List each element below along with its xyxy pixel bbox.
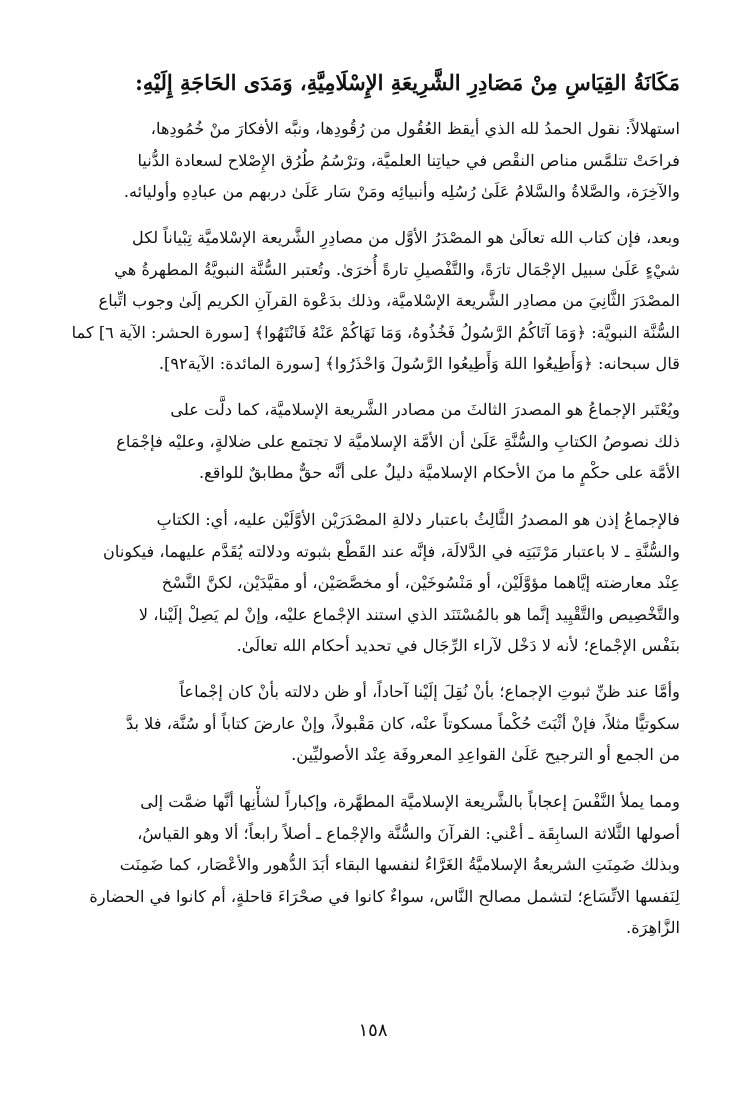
text-line: وبذلك ضَمِنَتِ الشريعةُ الإسلاميَّةُ الغَرَّاءُ لنفسها البقاء أبَدَ الدُّهور والأعْصَار، كما ضَمِنَت <box>119 855 680 874</box>
text-line: قال سبحانه: ﴿وَأَطِيعُوا اللهَ وَأَطِيعُوا الرَّسُولَ وَاحْذَرُوا﴾ [سورة المائدة: الآية٩٢]. <box>158 354 680 373</box>
paragraph-zann <box>70 676 680 771</box>
text-line: فراحَتْ تتلمَّس مناص النقْص في حياتِنا العلميَّة، وترْسُمُ طُرُق الإِصْلاح لسعادة الدُّنيا <box>137 150 680 170</box>
text-line: والسُّنَّةِ ـ لا باعتبار مَرْتَبَتِه في الدَّلالَة، فإنَّه عند القَطْع بثبوته ودلالته يُقَدَّم عليهما، فيكونان <box>103 541 680 561</box>
text-line: وأمَّا عند ظنِّ ثبوتِ الإجماع؛ بأنْ نُقِلَ إلَيْنا آحاداً، أو ظن دلالته بأنْ كان إجْماعاً <box>179 682 680 701</box>
text-line: فالإجماعُ إذن هو المصدرُ الثَّالِثُ باعتبار دلالةِ المصْدَرَيْن الأوَّلَيْن عليه، أي: الكتابِ <box>156 510 680 529</box>
text-line: عِنْد معارضته إيَّاهما مؤوَّلَيْن، أو مَنْسُوخَيْن، أو مخصَّصَيْن، أو مقيَّدَيْن، لكنَّ النَّسْخ <box>161 573 680 592</box>
text-line: استهلالاً: نقول الحمدُ لله الذي أيقظ العُقُول من رُقُودِها، ونبَّه الأفكارَ منْ خُمُودِها، <box>150 119 680 138</box>
text-line: من الجمع أو الترجيح عَلَىٰ القواعِدِ المعروفَة عِنْد الأصوليِّين. <box>291 745 680 764</box>
text-line: ومما يملأ النَّفْسَ إعجاباً بالشَّريعة الإسلاميَّة المطهَّرة، وإكباراً لشأْنِها أنَّها ضمَّت إلى <box>140 792 680 811</box>
section-heading: مَكَانَةُ القِيَاسِ مِنْ مَصَادِرِ الشَّرِيعَةِ الإِسْلَامِيَّةِ، وَمَدَى الحَاجَةِ إِلَيْهِ: <box>135 70 680 95</box>
text-line: وبعد، فإن كتاب الله تعالَىٰ هو المصْدَرُ الأوَّل من مصادِرِ الشَّريعة الإسْلاميَّة تِبْياناً لكل <box>132 228 680 247</box>
text-line: شيْءٍ عَلَىٰ سبيل الإجْمَال تارَةً، والتَّفْصيلِ تارةً أُخرَىٰ. وتُعتبر السُّنَّة النبويَّةُ المطهرةُ هي <box>114 259 680 279</box>
paragraph-ijma-rank <box>70 504 680 662</box>
text-line: ذلك نصوصُ الكتابِ والسُّنَّةِ عَلَىٰ أن الأمَّة الإسلاميَّة لا تجتمع على ضلالةٍ، وعليْه فإجْمَاع <box>116 431 680 451</box>
text-line: الأمَّة على حكْمٍ ما منَ الأحكام الإسلاميَّة دليلٌ على أنَّه حقٌّ مطابقٌ للواقع. <box>199 463 680 482</box>
text-line: والآخِرَة، والصَّلاةُ والسَّلامُ عَلَىٰ رُسُلِه وأنبيائِه ومَنْ سَار عَلَىٰ دربهم من عبادِهِ وأوليائه. <box>123 182 680 201</box>
text-line: السُّنَّة النبويَّة: ﴿وَمَا آتَاكُمُ الرَّسُولُ فَخُذُوهُ، وَمَا نَهَاكُمْ عَنْهُ فَانْتَهُوا﴾ [سورة الحشر: الآية ٦] كما <box>71 322 680 342</box>
text-line: لِنَفسها الاتِّسَاع؛ لتشمل مصالح النَّاس، سواءٌ كانوا في صحْرَاءَ قاحلةٍ، أم كانوا في الحضارة <box>89 886 680 906</box>
text-line: والتَّخْصِيص والتَّقْيِيد إنَّما هو بالمُسْتَنَد الذي استند الإجْماع عليْه، وإنْ لم يَصِلْ إلَيْنا، لا <box>138 604 680 624</box>
text-line: سكوتيًّا مثلاً، فإنْ أثْبَتَ حُكْماً مسكوتاً عنْه، كان مَقْبولاً، وإنْ عارضَ كتاباً أو سُنَّة، فلا بدَّ <box>126 713 680 733</box>
text-line: المصْدَرَ الثَّانِيَ من مصادِر الشَّريعة الإسْلاميَّة، وذلك بدَعْوة القرآنِ الكريم إلَىٰ وجوب اتِّباع <box>98 291 680 310</box>
text-line: أصولها الثَّلاثة السابِقَة ـ أعْني: القرآنَ والسُّنَّة والإجْماع ـ أصلاً رابعاً؛ ألا وهو القياسُ، <box>137 823 680 843</box>
paragraph-introduction <box>70 113 680 208</box>
text-line: الزَّاهِرَة. <box>626 918 680 937</box>
text-line: ويُعْتَبر الإجماعُ هو المصدرَ الثالثَ من مصادر الشَّريعة الإسلاميَّة، كما دلَّت على <box>170 400 680 419</box>
page-number: ١٥٨ <box>358 1020 388 1041</box>
text-line: بنَفْس الإجْماع؛ لأنه لا دَخْل لآراء الرِّجَال في تحديد أحكام الله تعالَىٰ. <box>236 636 680 655</box>
paragraph-qiyas <box>70 786 680 944</box>
paragraph-ijma <box>70 394 680 489</box>
paragraph-quran-sunnah <box>70 222 680 380</box>
